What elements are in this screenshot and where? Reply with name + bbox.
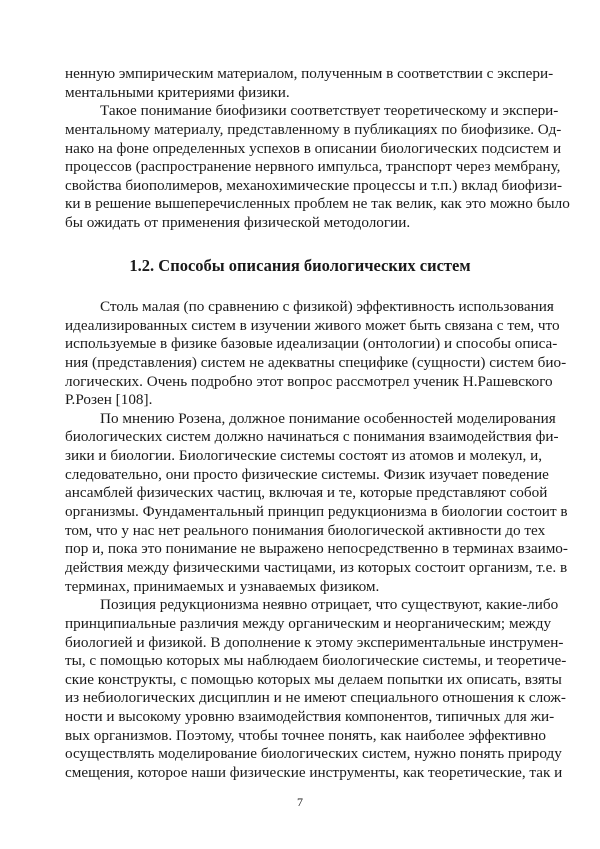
text-line: логических. Очень подробно этот вопрос рассмотрел ученик Н.Рашевского [65, 372, 553, 390]
text-line: ния (представления) систем не адекватны специфике (сущности) систем био- [65, 353, 567, 371]
paragraph [65, 596, 567, 782]
text-line: организмы. Фундаментальный принцип редукционизма в биологии состоит в [65, 503, 568, 521]
text-line: ненную эмпирическим материалом, полученным в соответствии с экспери- [65, 65, 554, 82]
text-block-after-heading [65, 298, 568, 783]
text-line: том, что у нас нет реального понимания биологической активности до тех [65, 521, 546, 539]
paragraph [65, 65, 554, 102]
text-line: свойства биополимеров, механохимические процессы и т.п.) вклад биофизи- [65, 176, 563, 194]
text-line: вых организмов. Поэтому, чтобы точнее понять, как наиболее эффективно [65, 726, 546, 744]
text-line: терминах, принимаемых и узнаваемых физиком. [65, 577, 380, 595]
text-line: биологией и физикой. В дополнение к этому экспериментальные инструмен- [65, 633, 564, 651]
text-line: осуществлять моделирование биологических систем, нужно понять природу [65, 745, 562, 763]
text-line: зики и биологии. Биологические системы состоят из атомов и молекул, и, [65, 447, 543, 465]
paragraph [65, 409, 568, 596]
paragraph [65, 102, 570, 232]
text-line: следовательно, они просто физические системы. Физик изучает поведение [65, 465, 549, 483]
text-line: смещения, которое наши физические инструменты, как теоретические, так и [65, 764, 563, 782]
paragraph [65, 298, 567, 410]
text-line: ментальными критериями физики. [65, 83, 290, 101]
text-line: Р.Розен [108]. [65, 391, 153, 409]
text-line: пор и, пока это понимание не выражено непосредственно в терминах взаимо- [65, 540, 568, 558]
text-line: принципиальные различия между органическим и неорганическим; между [65, 614, 552, 632]
text-line: бы ожидать от применения физической методологии. [65, 214, 411, 232]
text-line: Позиция редукционизма неявно отрицает, что существуют, какие-либо [100, 596, 559, 614]
text-line: По мнению Розена, должное понимание особенностей моделирования [100, 409, 556, 427]
text-line: ские конструкты, с помощью которых мы делаем попытки их описать, взяты [65, 670, 562, 688]
text-line: нако на фоне определенных успехов в описании биологических подсистем и [65, 139, 562, 157]
page-number: 7 [297, 795, 303, 809]
text-line: ментальному материалу, представленному в публикациях по биофизике. Од- [65, 120, 562, 138]
text-line: ки в решение вышеперечисленных проблем не так велик, как это можно было [65, 195, 570, 213]
text-line: Такое понимание биофизики соответствует теоретическому и экспери- [100, 102, 559, 120]
text-line: из небиологических дисциплин и не имеют специального отношения к слож- [65, 689, 566, 707]
text-line: Столь малая (по сравнению с физикой) эффективность использования [100, 298, 554, 315]
section-heading: 1.2. Способы описания биологических систем [129, 256, 471, 275]
text-line: ансамблей физических частиц, включая и те, которые представляют собой [65, 484, 548, 502]
text-line: биологических систем должно начинаться с понимания взаимодействия фи- [65, 428, 559, 446]
text-line: используемые в физике базовые идеализации (онтологии) и способы описа- [65, 335, 558, 353]
text-line: идеализированных систем в изучении живого может быть связана с тем, что [65, 316, 560, 334]
text-line: процессов (распространение нервного импульса, транспорт через мембрану, [65, 158, 561, 176]
text-line: ности и высокому уровню взаимодействия компонентов, типичных для жи- [65, 708, 555, 726]
text-block-before-heading [65, 65, 570, 233]
text-line: действия между физическими частицами, из которых состоит организм, т.е. в [65, 558, 568, 576]
text-line: ты, с помощью которых мы наблюдаем биологические системы, и теоретиче- [65, 652, 567, 670]
